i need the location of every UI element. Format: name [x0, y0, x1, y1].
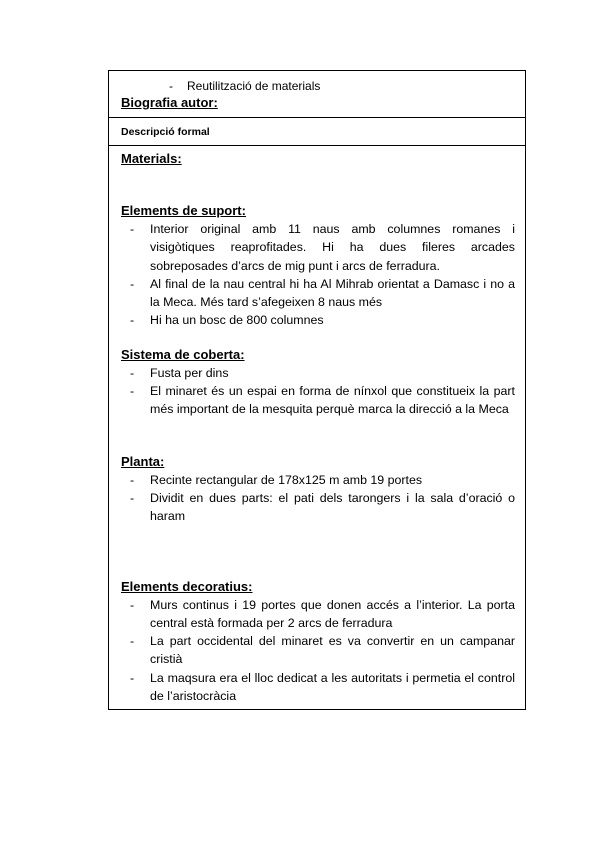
list-item: - La part occidental del minaret es va convertir en un campanar cristià — [130, 634, 515, 667]
formal-description-label: Descripció formal — [121, 126, 210, 138]
planta-list — [121, 471, 515, 526]
list-item: - Interior original amb 11 naus amb columnes romanes i visigòtiques reaprofitades. Hi ha dues fileres arcades sobreposades d’arcs de mig punt i arcs de ferradura. — [130, 222, 515, 273]
document-table — [108, 70, 526, 710]
coberta-heading: Sistema de coberta: — [121, 346, 245, 362]
table-row-details — [109, 150, 525, 709]
list-item: - La maqsura era el lloc dedicat a les autoritats i permetia el control de l’aristocràcia — [130, 670, 515, 704]
table-row-biography — [109, 71, 525, 118]
top-bullet-item: - Reutilització de materials — [169, 79, 321, 93]
list-item: - Fusta per dins — [130, 365, 229, 380]
list-item: - Recinte rectangular de 178x125 m amb 19 portes — [130, 472, 423, 487]
planta-heading: Planta: — [121, 453, 165, 469]
list-item: - Dividit en dues parts: el pati dels tarongers i la sala d’oració o haram — [130, 490, 515, 524]
list-item: - El minaret és un espai en forma de nínxol que constitueix la part més important de la mesquita perquè marca la direcció a la Meca — [130, 384, 515, 417]
list-item: - Al final de la nau central hi ha Al Mihrab orientat a Damasc i no a la Meca. Més tard s’afegeixen 8 naus més — [130, 276, 515, 310]
list-item: - Hi ha un bosc de 800 columnes — [130, 313, 324, 328]
list-item: - Murs continus i 19 portes que donen accés a l’interior. La porta central està formada per 2 arcs de ferradura — [130, 597, 515, 630]
table-row-formal-description — [109, 118, 525, 146]
decoratius-list — [121, 596, 515, 706]
coberta-list — [121, 364, 515, 419]
biography-heading: Biografia autor: — [121, 95, 218, 110]
decoratius-heading: Elements decoratius: — [121, 578, 253, 594]
materials-heading: Materials: — [121, 151, 182, 166]
suport-heading: Elements de suport: — [121, 203, 246, 218]
suport-list — [121, 220, 515, 330]
top-bullet-text: Reutilització de materials — [187, 79, 321, 93]
